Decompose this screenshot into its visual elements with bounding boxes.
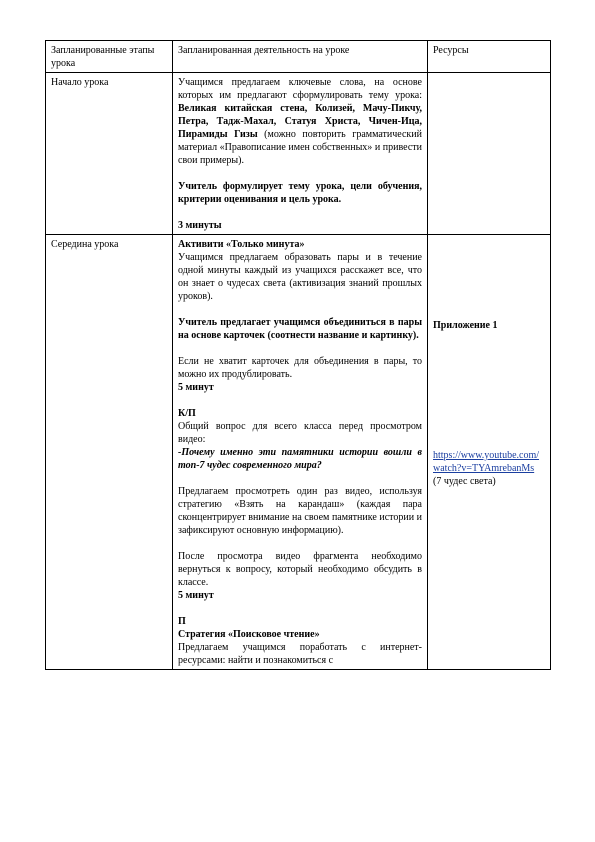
header-resources: Ресурсы	[428, 41, 551, 73]
header-activity: Запланированная деятельность на уроке	[173, 41, 428, 73]
cards-note: Если не хватит карточек для объединения в пары, то можно их продублировать.	[178, 356, 422, 380]
strategy-title: Стратегия «Поисковое чтение»	[178, 629, 320, 640]
table-header-row	[46, 41, 551, 73]
start-time: 3 минуты	[178, 220, 222, 231]
activity-start	[173, 73, 428, 235]
table-row-start	[46, 73, 551, 235]
middle-time-1: 5 минут	[178, 382, 214, 393]
start-paragraph-2: Учитель формулирует тему урока, цели обучения, критерии оценивания и цель урока.	[178, 181, 422, 205]
resource-note: (7 чудес света)	[433, 476, 496, 487]
activity-middle	[173, 235, 428, 670]
resources-middle	[428, 235, 551, 670]
table-row-middle	[46, 235, 551, 670]
p-label: П	[178, 616, 186, 627]
stage-middle: Середина урока	[46, 235, 173, 670]
after-video-text: После просмотра видео фрагмента необходимо вернуться к вопросу, который необходимо обсудить в классе.	[178, 551, 422, 588]
lesson-plan-table	[45, 40, 551, 670]
resource-video-link[interactable]: https://www.youtube.com/watch?v=TYAmrebanMs	[433, 450, 540, 474]
start-paragraph-1: Учащимся предлагаем ключевые слова, на основе которых им предлагают сформулировать тему урока: Великая китайская стена, Колизей, Мачу-Пикчу, Петра, Тадж-Махал, Статуя Христа, Чичен-Ица, Пирамиды Гизы (можно повторить грамматический материал «Правописание имен собственных» и привести свои примеры).	[178, 77, 422, 166]
kp-text: Общий вопрос для всего класса перед просмотром видео:	[178, 421, 422, 445]
video-text: Предлагаем просмотреть один раз видео, используя стратегию «Взять на карандаш» (каждая пара сконцентрирует внимание на своем памятнике истории и зафиксируют основную информацию).	[178, 486, 422, 536]
teacher-pairs-text: Учитель предлагает учащимся объединиться в пары на основе карточек (соотнести название и картинку).	[178, 317, 422, 341]
strategy-text: Предлагаем учащимся поработать с интернет-ресурсами: найти и познакомиться с	[178, 642, 422, 666]
kp-label: К/П	[178, 408, 196, 419]
resource-appendix: Приложение 1	[433, 320, 498, 331]
kp-question: -Почему именно эти памятники истории вошли в топ-7 чудес современного мира?	[178, 447, 422, 471]
resources-start	[428, 73, 551, 235]
stage-start: Начало урока	[46, 73, 173, 235]
middle-time-2: 5 минут	[178, 590, 214, 601]
header-stages: Запланированные этапы урока	[46, 41, 173, 73]
activity1-text: Учащимся предлагаем образовать пары и в течение одной минуты каждый из учащихся расскажет все, что он знает о чудесах света (активизация знаний прошлых уроков).	[178, 252, 422, 302]
activity1-title: Активити «Только минута»	[178, 239, 305, 250]
